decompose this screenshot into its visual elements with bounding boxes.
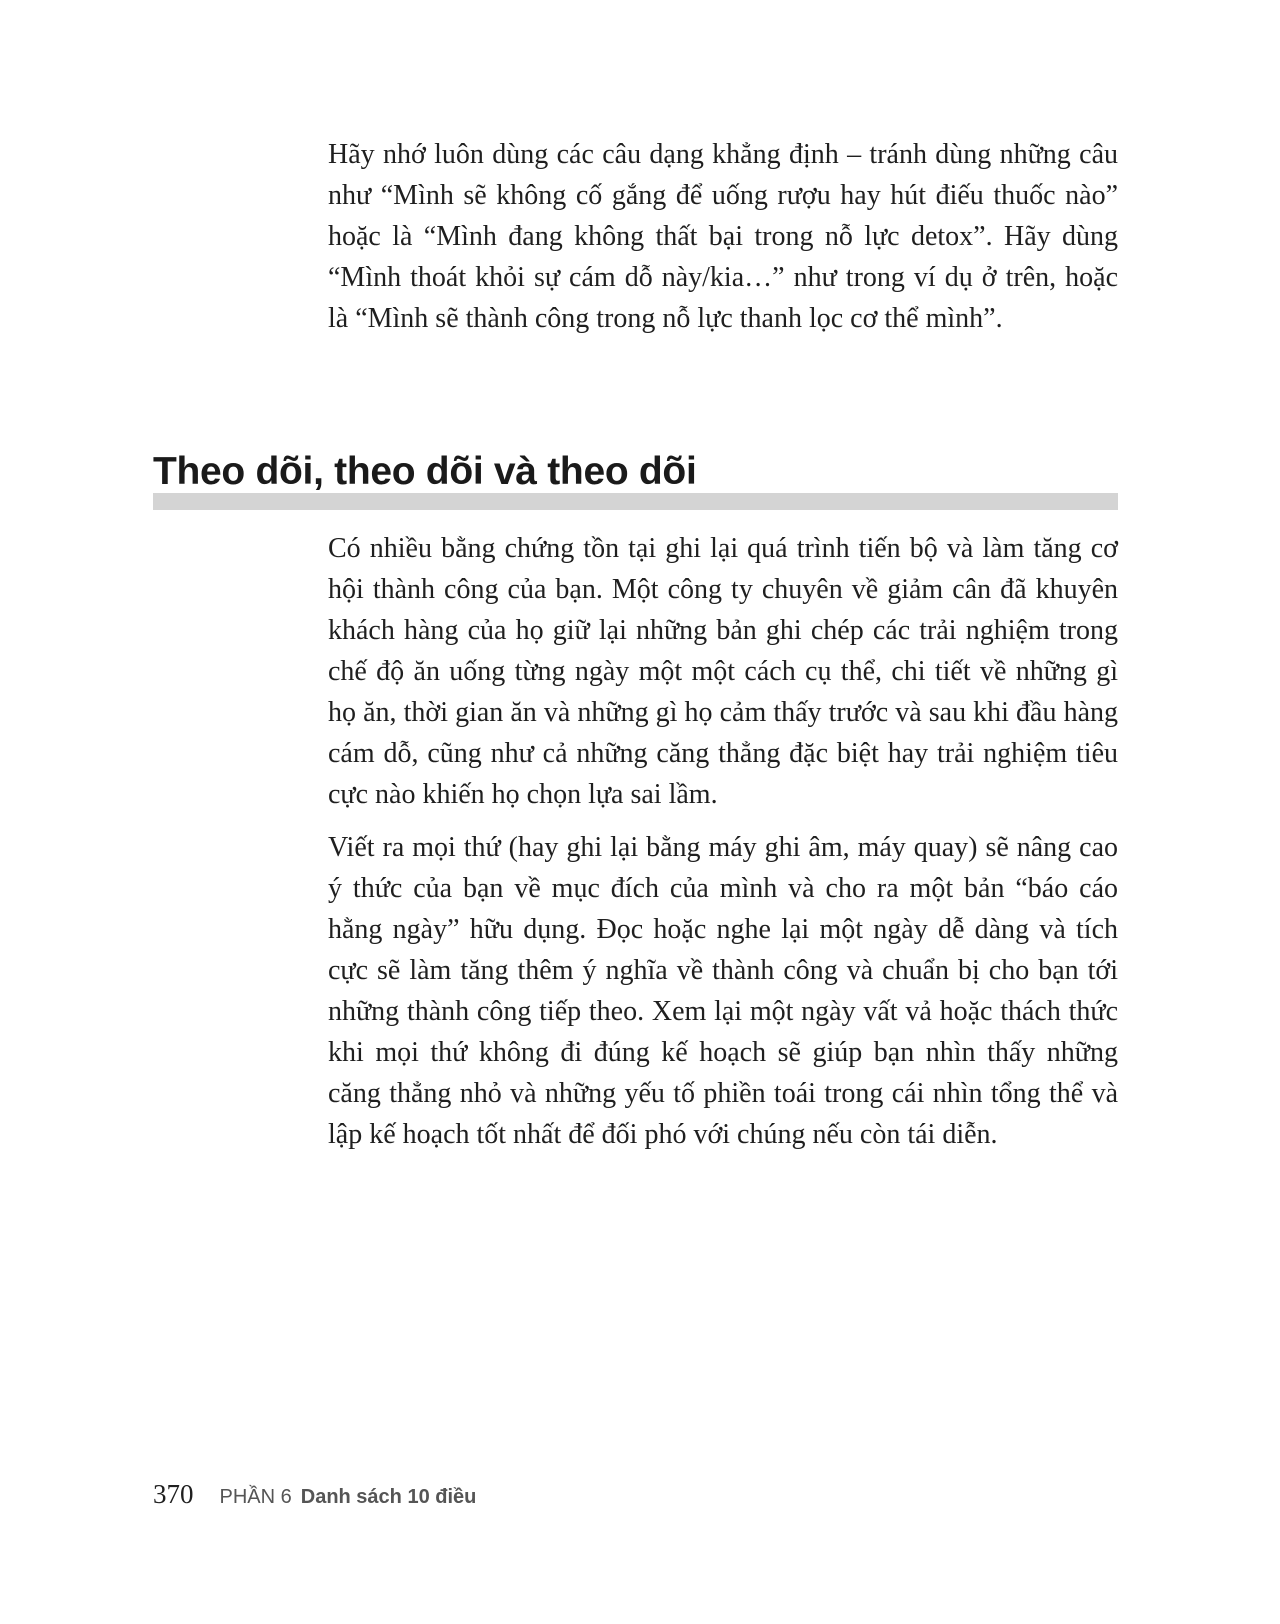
section-paragraph-2: Viết ra mọi thứ (hay ghi lại bằng máy ghi âm, máy quay) sẽ nâng cao ý thức của bạn về mục đích của mình và cho ra một bản “báo cáo hằng ngày” hữu dụng. Đọc hoặc nghe lại một ngày dễ dàng và tích cực sẽ làm tăng thêm ý nghĩa về thành công và chuẩn bị cho bạn tới những thành công tiếp theo. Xem lại một ngày vất vả hoặc thách thức khi mọi thứ không đi đúng kế hoạch sẽ giúp bạn nhìn thấy những căng thẳng nhỏ và những yếu tố phiền toái trong cái nhìn tổng thể và lập kế hoạch tốt nhất để đối phó với chúng nếu còn tái diễn. (328, 832, 1118, 1150)
page-footer (153, 1479, 476, 1519)
intro-paragraph: Hãy nhớ luôn dùng các câu dạng khẳng định – tránh dùng những câu như “Mình sẽ không cố gắng để uống rượu hay hút điếu thuốc nào” hoặc là “Mình đang không thất bại trong nỗ lực detox”. Hãy dùng “Mình thoát khỏi sự cám dỗ này/kia…” như trong ví dụ ở trên, hoặc là “Mình sẽ thành công trong nỗ lực thanh lọc cơ thể mình”. (328, 139, 1118, 334)
section-body (328, 528, 1118, 1155)
part-title: Danh sách 10 điều (300, 1486, 477, 1508)
section-paragraph-1: Có nhiều bằng chứng tồn tại ghi lại quá trình tiến bộ và làm tăng cơ hội thành công của bạn. Một công ty chuyên về giảm cân đã khuyên khách hàng của họ giữ lại những bản ghi chép các trải nghiệm trong chế độ ăn uống từng ngày một một cách cụ thể, chi tiết về những gì họ ăn, thời gian ăn và những gì họ cảm thấy trước và sau khi đầu hàng cám dỗ, cũng như cả những căng thẳng đặc biệt hay trải nghiệm tiêu cực nào khiến họ chọn lựa sai lầm. (328, 533, 1118, 810)
part-label: PHẦN 6 (219, 1486, 292, 1508)
section-tracking (153, 448, 1118, 1150)
section-heading-block (153, 448, 1118, 510)
section-heading: Theo dõi, theo dõi và theo dõi (153, 450, 697, 493)
page-number: 370 (153, 1479, 194, 1509)
